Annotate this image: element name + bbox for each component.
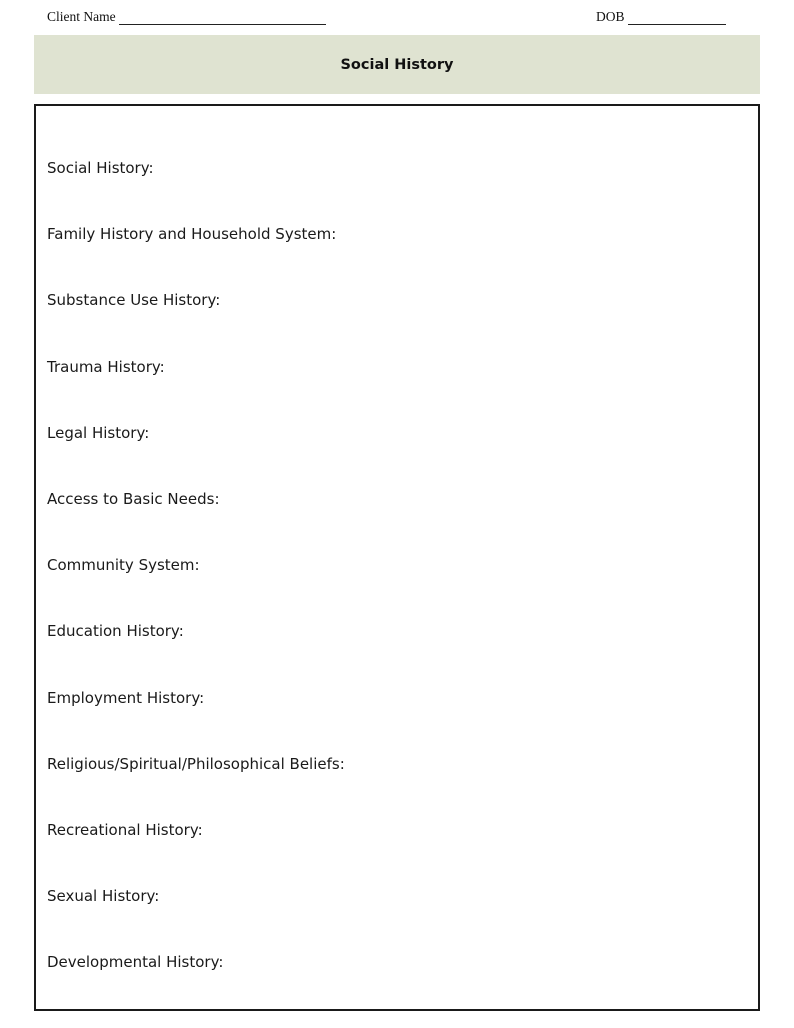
client-name-field <box>47 9 326 25</box>
section-item-sexual-history[interactable] <box>47 886 345 952</box>
section-item-substance-use-history[interactable] <box>47 290 345 356</box>
dob-blank[interactable] <box>628 11 726 25</box>
client-name-blank[interactable] <box>119 11 326 25</box>
section-label: Social History: <box>47 159 154 177</box>
section-label: Developmental History: <box>47 953 224 972</box>
section-label: Sexual History: <box>47 887 160 906</box>
section-item-trauma-history[interactable] <box>47 357 345 423</box>
section-label: Trauma History: <box>47 357 165 376</box>
section-label: Employment History: <box>47 688 205 707</box>
section-item-education-history[interactable] <box>47 621 345 687</box>
section-label: Legal History: <box>47 423 150 442</box>
section-list <box>47 158 345 1018</box>
dob-label: DOB <box>596 9 625 24</box>
section-label: Substance Use History: <box>47 291 221 310</box>
section-item-family-history[interactable] <box>47 224 345 290</box>
section-label: Family History and Household System: <box>47 225 337 244</box>
section-label: Community System: <box>47 556 200 575</box>
dob-field <box>596 9 726 25</box>
title-band <box>34 35 760 94</box>
section-item-community-system[interactable] <box>47 555 345 621</box>
section-label: Religious/Spiritual/Philosophical Beliefs: <box>47 754 345 773</box>
section-item-religious-beliefs[interactable] <box>47 754 345 820</box>
section-item-social-history[interactable] <box>47 158 345 224</box>
section-label: Education History: <box>47 622 184 641</box>
section-item-employment-history[interactable] <box>47 688 345 754</box>
section-label: Access to Basic Needs: <box>47 489 220 508</box>
section-item-legal-history[interactable] <box>47 423 345 489</box>
section-item-recreational-history[interactable] <box>47 820 345 886</box>
section-item-developmental-history[interactable] <box>47 952 345 1018</box>
section-label: Recreational History: <box>47 820 203 839</box>
form-box <box>34 104 760 1011</box>
header-row <box>0 7 794 29</box>
client-name-label: Client Name <box>47 9 116 24</box>
page-title: Social History <box>340 56 454 73</box>
section-item-access-to-basic-needs[interactable] <box>47 489 345 555</box>
